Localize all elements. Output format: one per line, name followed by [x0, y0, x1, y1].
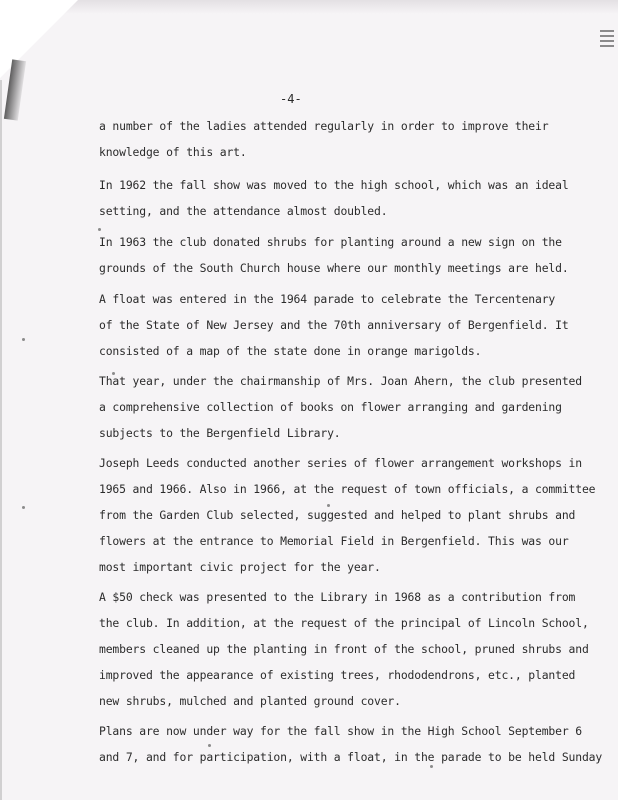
text-line: a comprehensive collection of books on flower arranging and gardening — [99, 400, 562, 414]
text-line: new shrubs, mulched and planted ground cover. — [99, 694, 401, 708]
text-line: setting, and the attendance almost doubled. — [99, 204, 388, 218]
paragraph — [99, 286, 599, 364]
text-line: a number of the ladies attended regularly in order to improve their — [99, 119, 549, 133]
text-line: most important civic project for the year. — [99, 560, 381, 574]
paragraph — [99, 229, 599, 281]
text-line: and 7, and for participation, with a float, in the parade to be held Sunday — [99, 750, 603, 764]
text-line: members cleaned up the planting in front of the school, pruned shrubs and — [99, 642, 589, 656]
paragraph — [99, 368, 599, 446]
paragraph — [99, 113, 599, 165]
text-line: In 1962 the fall show was moved to the high school, which was an ideal — [99, 178, 569, 192]
text-line: from the Garden Club selected, suggested and helped to plant shrubs and — [99, 508, 576, 522]
text-line: grounds of the South Church house where our monthly meetings are held. — [99, 261, 569, 275]
text-line: the club. In addition, at the request of the principal of Lincoln School, — [99, 616, 589, 630]
scan-left-edge — [0, 80, 2, 800]
text-line: In 1963 the club donated shrubs for planting around a new sign on the — [99, 235, 562, 249]
text-line: 1965 and 1966. Also in 1966, at the request of town officials, a committee — [99, 482, 596, 496]
paper-top-edge — [0, 0, 618, 14]
page-number: -4- — [280, 92, 302, 106]
text-line: That year, under the chairmanship of Mrs. Joan Ahern, the club presented — [99, 374, 582, 388]
text-line: knowledge of this art. — [99, 145, 247, 159]
text-line: Plans are now under way for the fall show in the High School September 6 — [99, 724, 582, 738]
text-line: subjects to the Bergenfield Library. — [99, 426, 341, 440]
text-line: A $50 check was presented to the Library in 1968 as a contribution from — [99, 590, 576, 604]
text-line: Joseph Leeds conducted another series of flower arrangement workshops in — [99, 456, 582, 470]
text-line: of the State of New Jersey and the 70th anniversary of Bergenfield. It — [99, 318, 569, 332]
paragraph — [99, 172, 599, 224]
text-line: consisted of a map of the state done in orange marigolds. — [99, 344, 482, 358]
paragraph — [99, 718, 603, 770]
paragraph — [99, 450, 599, 580]
text-line: improved the appearance of existing trees, rhododendrons, etc., planted — [99, 668, 576, 682]
text-line: A float was entered in the 1964 parade to celebrate the Tercentenary — [99, 292, 556, 306]
paragraph — [99, 584, 599, 714]
paper-speck — [22, 506, 25, 509]
paper-speck — [22, 338, 25, 341]
scan-edge-mark — [600, 30, 614, 48]
text-line: flowers at the entrance to Memorial Field in Bergenfield. This was our — [99, 534, 569, 548]
